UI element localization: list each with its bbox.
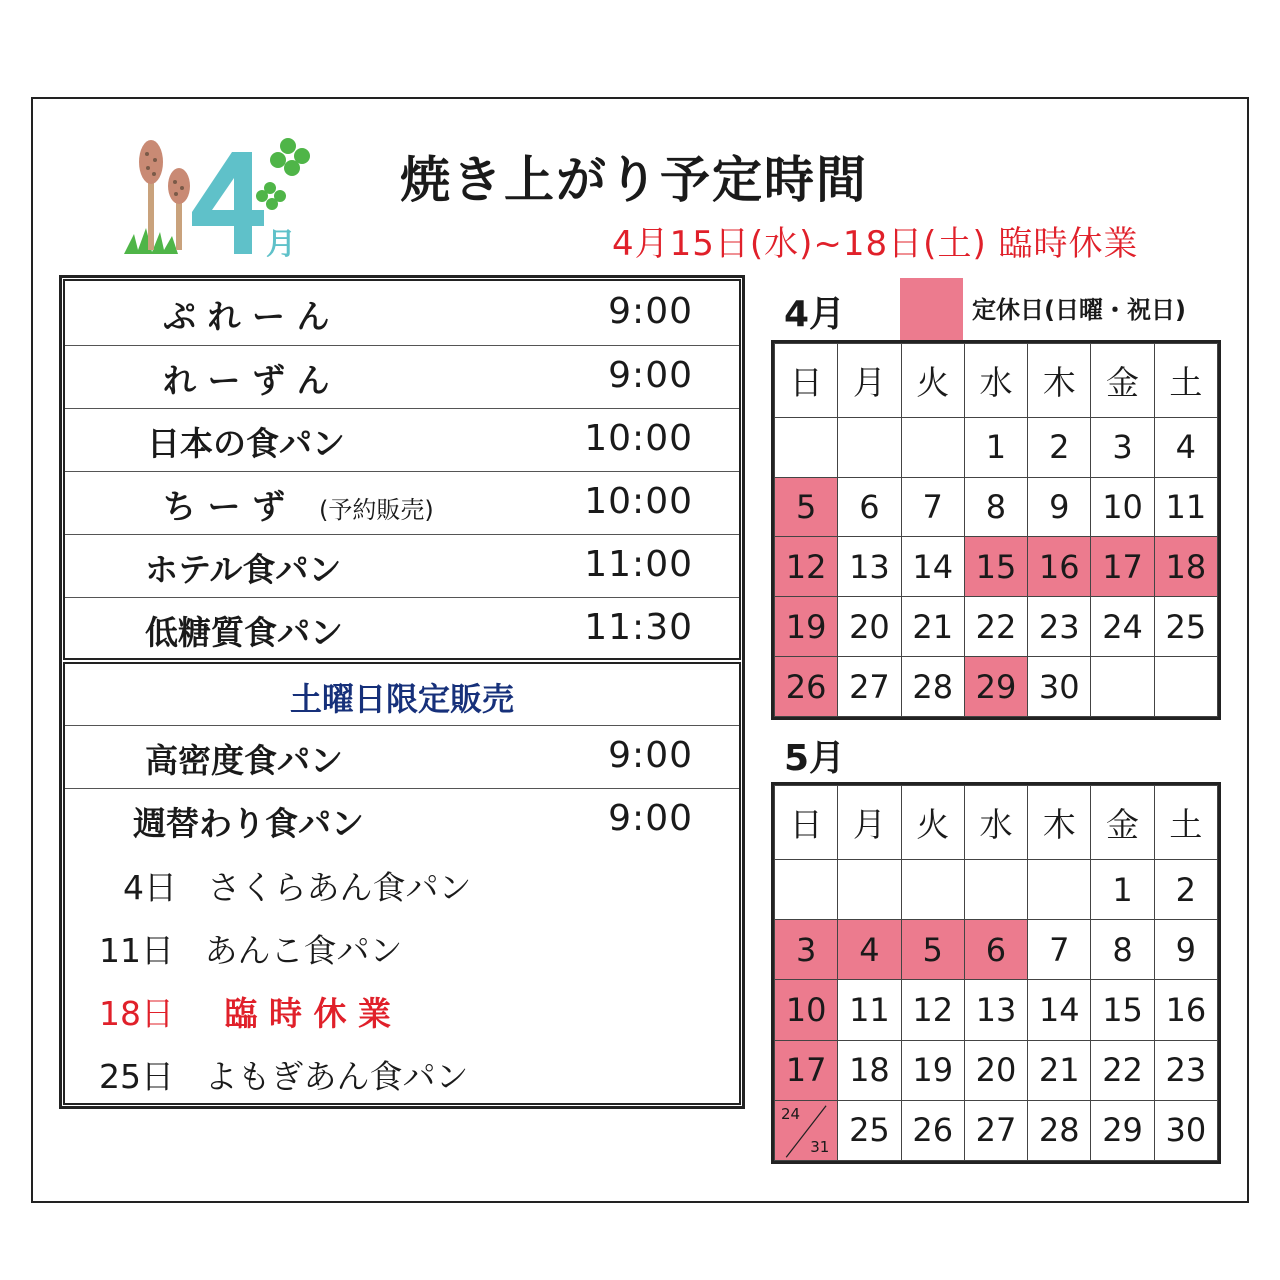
weekly-day: 4日 — [123, 868, 177, 907]
weekday-header: 土 — [1154, 344, 1217, 418]
calendar-day: 7 — [1028, 920, 1091, 980]
calendar-day: 2 — [1154, 860, 1217, 920]
calendar-day: 17 — [775, 1040, 838, 1100]
calendar-day: 3 — [775, 920, 838, 980]
weekly-item — [99, 925, 403, 972]
calendar-day: 23 — [1154, 1040, 1217, 1100]
weekday-header: 水 — [964, 786, 1027, 860]
calendar-day: 20 — [964, 1040, 1027, 1100]
bread-name: ホテル食パン — [145, 550, 342, 589]
weekly-item-closed — [99, 988, 391, 1035]
reservation-note: (予約販売) — [318, 496, 434, 524]
calendar-day: 22 — [964, 597, 1027, 657]
calendar-day: 20 — [838, 597, 901, 657]
calendar-day: 27 — [964, 1100, 1027, 1160]
calendar-grid — [774, 785, 1218, 1161]
saturday-schedule — [63, 662, 741, 1105]
schedule-row — [65, 597, 739, 658]
calendar-day: 13 — [838, 537, 901, 597]
bread-name: ち ー ず — [163, 487, 285, 526]
split-day-first: 24 — [781, 1104, 801, 1123]
weekly-item — [123, 862, 472, 909]
calendar-day: 4 — [838, 920, 901, 980]
calendar-empty — [901, 860, 964, 920]
split-day-second: 31 — [810, 1138, 830, 1156]
horsetail-clover-icon — [120, 132, 320, 262]
schedule-row — [65, 471, 739, 535]
weekday-header: 日 — [775, 344, 838, 418]
calendar-empty — [964, 860, 1027, 920]
bake-time: 11:00 — [584, 544, 693, 585]
calendar-day: 29 — [1091, 1100, 1154, 1160]
calendar-day: 16 — [1154, 980, 1217, 1040]
holiday-legend-label: 定休日(日曜・祝日) — [972, 296, 1186, 324]
may-label: 5月 — [784, 738, 846, 779]
bake-time: 9:00 — [608, 355, 693, 396]
weekday-header: 金 — [1091, 344, 1154, 418]
calendar-week — [775, 860, 1218, 920]
calendar-day: 5 — [775, 477, 838, 537]
bread-name: れ ー ず ん — [163, 361, 330, 400]
weekday-header: 火 — [901, 786, 964, 860]
calendar-day: 29 — [964, 657, 1027, 717]
weekday-header: 金 — [1091, 786, 1154, 860]
schedule-row — [65, 725, 739, 789]
calendar-day: 15 — [1091, 980, 1154, 1040]
calendar-day: 28 — [1028, 1100, 1091, 1160]
closed-label: 臨 時 休 業 — [224, 994, 391, 1033]
weekly-bread: さくらあん食パン — [207, 868, 472, 907]
weekly-day: 25日 — [99, 1057, 174, 1096]
calendar-day: 24 — [1091, 597, 1154, 657]
calendar-day: 21 — [1028, 1040, 1091, 1100]
weekday-header: 水 — [964, 344, 1027, 418]
april-label: 4月 — [784, 294, 846, 335]
calendar-empty — [775, 417, 838, 477]
bake-time: 9:00 — [608, 291, 693, 332]
weekday-header: 木 — [1028, 344, 1091, 418]
calendar-day: 19 — [901, 1040, 964, 1100]
calendar-day: 21 — [901, 597, 964, 657]
calendar-day: 23 — [1028, 597, 1091, 657]
saturday-header: 土曜日限定販売 — [289, 680, 514, 718]
bread-name: ぷ れ ー ん — [163, 297, 330, 336]
weekday-header: 木 — [1028, 786, 1091, 860]
schedule-row — [65, 788, 739, 851]
calendar-day: 14 — [1028, 980, 1091, 1040]
calendar-week — [775, 537, 1218, 597]
calendar-day: 16 — [1028, 537, 1091, 597]
calendar-day — [775, 1100, 838, 1160]
weekday-header: 火 — [901, 344, 964, 418]
calendar-day: 18 — [1154, 537, 1217, 597]
calendar-day: 26 — [901, 1100, 964, 1160]
calendar-empty — [1028, 860, 1091, 920]
calendar-day: 8 — [964, 477, 1027, 537]
schedule-row — [65, 345, 739, 409]
calendar-week — [775, 477, 1218, 537]
calendar-day: 27 — [838, 657, 901, 717]
calendar-day: 1 — [964, 417, 1027, 477]
calendar-week — [775, 417, 1218, 477]
bread-name: 高密度食パン — [145, 741, 343, 780]
calendar-day: 4 — [1154, 417, 1217, 477]
calendar-day: 11 — [838, 980, 901, 1040]
calendar-day: 28 — [901, 657, 964, 717]
closure-notice: 4月15日(水)~18日(土) 臨時休業 — [612, 224, 1139, 264]
calendar-day: 25 — [1154, 597, 1217, 657]
calendar-day: 30 — [1154, 1100, 1217, 1160]
calendar-week — [775, 980, 1218, 1040]
clover-icon — [256, 138, 310, 210]
calendar-week — [775, 597, 1218, 657]
calendar-day: 11 — [1154, 477, 1217, 537]
calendar-day: 17 — [1091, 537, 1154, 597]
holiday-legend-swatch — [900, 278, 963, 342]
calendar-empty — [901, 417, 964, 477]
calendar-empty — [838, 417, 901, 477]
schedule-row — [65, 534, 739, 598]
calendar-grid — [774, 343, 1218, 717]
bread-name-with-note — [163, 481, 434, 528]
split-day — [775, 1101, 837, 1160]
calendar-day: 9 — [1154, 920, 1217, 980]
calendar-day: 6 — [964, 920, 1027, 980]
calendar-week — [775, 1100, 1218, 1160]
bake-time: 9:00 — [608, 735, 693, 776]
page-title: 焼き上がり予定時間 — [400, 151, 868, 209]
calendar-day: 12 — [775, 537, 838, 597]
weekly-bread: あんこ食パン — [204, 931, 403, 970]
bread-name: 低糖質食パン — [145, 613, 343, 652]
bake-time: 10:00 — [584, 481, 693, 522]
calendar-day: 5 — [901, 920, 964, 980]
weekly-day: 18日 — [99, 994, 174, 1033]
calendar-empty — [838, 860, 901, 920]
calendar-day: 7 — [901, 477, 964, 537]
calendar-day: 2 — [1028, 417, 1091, 477]
weekday-header: 土 — [1154, 786, 1217, 860]
schedule-row — [65, 408, 739, 472]
calendar-day: 15 — [964, 537, 1027, 597]
regular-schedule — [63, 279, 741, 660]
calendar-day: 12 — [901, 980, 964, 1040]
calendar-empty — [1091, 657, 1154, 717]
bake-time: 10:00 — [584, 418, 693, 459]
april-logo — [120, 132, 320, 262]
calendar-week — [775, 1040, 1218, 1100]
calendar-day: 30 — [1028, 657, 1091, 717]
calendar-day: 18 — [838, 1040, 901, 1100]
calendar-empty — [775, 860, 838, 920]
bread-name: 週替わり食パン — [133, 804, 364, 843]
calendar-week — [775, 657, 1218, 717]
weekday-header: 月 — [838, 344, 901, 418]
bread-name: 日本の食パン — [147, 424, 345, 463]
logo-month-kanji: 月 — [266, 227, 296, 262]
may-calendar — [771, 782, 1221, 1164]
calendar-day: 10 — [775, 980, 838, 1040]
calendar-day: 13 — [964, 980, 1027, 1040]
calendar-day: 6 — [838, 477, 901, 537]
weekday-header: 月 — [838, 786, 901, 860]
calendar-day: 9 — [1028, 477, 1091, 537]
bake-time: 9:00 — [608, 798, 693, 839]
saturday-header-row — [65, 664, 739, 726]
calendar-day: 10 — [1091, 477, 1154, 537]
calendar-day: 22 — [1091, 1040, 1154, 1100]
bake-time: 11:30 — [584, 607, 693, 648]
weekday-header: 日 — [775, 786, 838, 860]
calendar-empty — [1154, 657, 1217, 717]
calendar-day: 8 — [1091, 920, 1154, 980]
calendar-day: 25 — [838, 1100, 901, 1160]
weekly-day: 11日 — [99, 931, 174, 970]
calendar-week — [775, 920, 1218, 980]
calendar-day: 19 — [775, 597, 838, 657]
april-calendar — [771, 340, 1221, 720]
calendar-day: 14 — [901, 537, 964, 597]
calendar-day: 26 — [775, 657, 838, 717]
weekly-item — [99, 1051, 469, 1098]
weekly-bread: よもぎあん食パン — [204, 1057, 469, 1096]
calendar-day: 1 — [1091, 860, 1154, 920]
schedule-row — [65, 281, 739, 346]
calendar-day: 3 — [1091, 417, 1154, 477]
